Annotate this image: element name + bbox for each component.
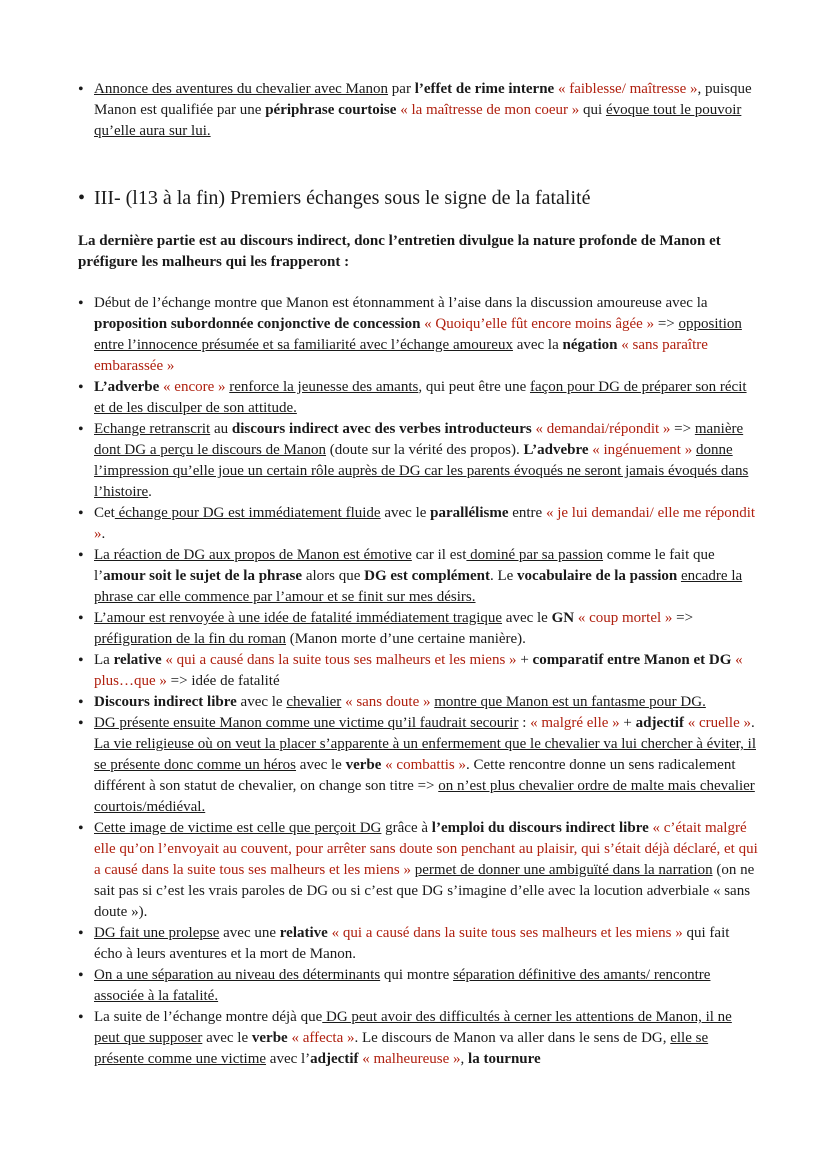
bullet-item: [78, 608, 758, 650]
bold-term: proposition subordonnée conjonctive de concession: [94, 316, 421, 332]
underlined-text: dominé par sa passion: [466, 547, 604, 563]
underlined-text: L’amour est renvoyée à une idée de fatalité immédiatement tragique: [94, 610, 503, 626]
underlined-text: DG présente ensuite Manon comme une victime qu’il faudrait secourir: [94, 715, 519, 731]
text-segment: =>: [654, 316, 679, 332]
bold-term: comparatif entre Manon et DG: [532, 652, 732, 668]
text-segment: . Le: [489, 568, 518, 584]
text-segment: (doute sur la vérité des propos).: [326, 442, 524, 458]
underlined-text: elle se présente comme une victime: [94, 1030, 709, 1067]
quotation: « malheureuse »: [358, 1051, 461, 1067]
bullet-item: [78, 503, 758, 545]
bold-term: L’advebre: [523, 442, 589, 458]
text-segment: avec le: [380, 505, 431, 521]
quotation: « Quoiqu’elle fût encore moins âgée »: [420, 316, 655, 332]
text-segment: avec le: [296, 757, 346, 773]
bold-term: adjectif: [635, 715, 684, 731]
section-intro: La dernière partie est au discours indirect, donc l’entretien divulgue la nature profonde de Manon et préfigure les malheurs qui les frapperont :: [78, 233, 721, 270]
bold-term: verbe: [251, 1030, 288, 1046]
text-segment: , puisque Manon est qualifiée par une: [94, 81, 752, 118]
bullet-item: [78, 419, 758, 503]
underlined-text: échange pour DG est immédiatement fluide: [114, 505, 381, 521]
quotation: « sans paraître embarassée »: [94, 337, 708, 374]
bold-term: Discours indirect libre: [94, 694, 237, 710]
analysis-bullet-list: [78, 293, 758, 1070]
text-segment: , qui peut être une: [418, 379, 530, 395]
text-segment: avec le: [236, 694, 287, 710]
quotation: « c’était malgré elle qu’on l’envoyait au couvent, pour arrêter sans doute son penchant au plaisir, qui s’était déjà déclaré, et qui a causé dans la suite tous ses malheurs et les miens »: [94, 820, 758, 878]
quotation: « encore »: [159, 379, 226, 395]
bold-term: parallélisme: [430, 505, 509, 521]
quotation: « coup mortel »: [574, 610, 673, 626]
quotation: « qui a causé dans la suite tous ses malheurs et les miens »: [327, 925, 683, 941]
text-segment: .: [148, 484, 152, 500]
bullet-item: [78, 293, 758, 377]
text-segment: avec l’: [266, 1051, 311, 1067]
text-segment: :: [518, 715, 531, 731]
underlined-text: évoque tout le pouvoir qu’elle aura sur lui.: [94, 102, 742, 139]
underlined-text: chevalier: [286, 694, 342, 710]
bullet-item: [78, 1007, 758, 1070]
bold-term: la tournure: [468, 1051, 541, 1067]
bold-term: adjectif: [310, 1051, 359, 1067]
underlined-text: montre que Manon est un fantasme pour DG.: [434, 694, 706, 710]
bullet-item: [78, 79, 758, 142]
underlined-text: séparation définitive des amants/ rencontre associée à la fatalité.: [94, 967, 711, 1004]
text-segment: grâce à: [381, 820, 432, 836]
text-segment: entre: [508, 505, 546, 521]
text-segment: La suite de l’échange montre déjà que: [94, 1009, 323, 1025]
text-segment: avec la: [512, 337, 563, 353]
text-segment: .: [751, 715, 755, 731]
quotation: « qui a causé dans la suite tous ses malheurs et les miens »: [161, 652, 517, 668]
bold-term: l’effet de rime interne: [414, 81, 555, 97]
bold-term: discours indirect avec des verbes introducteurs: [231, 421, 532, 437]
text-segment: Début de l’échange montre que Manon est étonnamment à l’aise dans la discussion amoureuse avec la: [94, 295, 708, 311]
underlined-text: encadre la phrase car elle commence par l’amour et se finit sur mes désirs.: [94, 568, 743, 605]
bold-term: relative: [113, 652, 162, 668]
underlined-text: renforce la jeunesse des amants: [229, 379, 419, 395]
text-segment: (Manon morte d’une certaine manière).: [286, 631, 526, 647]
text-segment: La: [94, 652, 114, 668]
bullet-item: [78, 713, 758, 818]
underlined-text: DG fait une prolepse: [94, 925, 220, 941]
bold-term: L’adverbe: [94, 379, 160, 395]
bullet-item: [78, 545, 758, 608]
underlined-text: Echange retranscrit: [94, 421, 211, 437]
bullet-item: [78, 818, 758, 923]
text-segment: avec une: [219, 925, 280, 941]
underlined-text: on n’est plus chevalier ordre de malte mais chevalier courtois/médiéval.: [94, 778, 755, 815]
quotation: « ingénuement »: [588, 442, 693, 458]
text-segment: =>: [670, 421, 695, 437]
quotation: « demandai/répondit »: [531, 421, 671, 437]
text-segment: qui fait écho à leurs aventures et la mort de Manon.: [94, 925, 730, 962]
quotation: « combattis »: [381, 757, 466, 773]
quotation: « la maîtresse de mon coeur »: [396, 102, 580, 118]
bold-term: périphrase courtoise: [265, 102, 397, 118]
text-segment: .: [101, 526, 106, 542]
bullet-item: [78, 377, 758, 419]
quotation: « je lui demandai/ elle me répondit »: [94, 505, 756, 542]
underlined-text: La vie religieuse où on veut la placer s’apparente à un enfermement que le chevalier va lui chercher à éviter, il se présente donc comme un héros: [94, 736, 756, 773]
top-bullet-list: [78, 79, 758, 142]
text-segment: au: [210, 421, 232, 437]
underlined-text: permet de donner une ambiguïté dans la narration: [414, 862, 713, 878]
underlined-text: Annonce des aventures du chevalier avec Manon: [94, 81, 389, 97]
bold-term: l’emploi du discours indirect libre: [431, 820, 649, 836]
bold-term: verbe: [345, 757, 382, 773]
underlined-text: Cette image de victime est celle que perçoit DG: [94, 820, 382, 836]
bold-term: négation: [562, 337, 618, 353]
section-heading: • III- (l13 à la fin) Premiers échanges sous le signe de la fatalité: [78, 184, 774, 212]
bold-term: amour soit le sujet de la phrase: [103, 568, 303, 584]
text-segment: +: [619, 715, 636, 731]
text-segment: . Cette rencontre donne un sens radicalement différent à son statut de chevalier, on change son titre =>: [94, 757, 736, 794]
quotation: « affecta »: [287, 1030, 355, 1046]
text-segment: =>: [672, 610, 694, 626]
bullet-item: [78, 692, 758, 713]
bold-term: vocabulaire de la passion: [517, 568, 678, 584]
text-segment: qui: [579, 102, 606, 118]
underlined-text: DG peut avoir des difficultés à cerner les attentions de Manon, il ne peut que supposer: [94, 1009, 732, 1046]
bullet-item: [78, 650, 758, 692]
text-segment: Cet: [94, 505, 115, 521]
bold-term: relative: [279, 925, 328, 941]
text-segment: => idée de fatalité: [166, 673, 280, 689]
text-segment: avec le: [202, 1030, 252, 1046]
underlined-text: manière dont DG a perçu le discours de Manon: [94, 421, 744, 458]
underlined-text: On a une séparation au niveau des déterminants: [94, 967, 381, 983]
quotation: « plus…que »: [94, 652, 743, 689]
text-segment: +: [516, 652, 533, 668]
text-segment: comme le fait que l’: [94, 547, 715, 584]
underlined-text: façon pour DG de préparer son récit et de les disculper de son attitude.: [94, 379, 747, 416]
underlined-text: donne l’impression qu’elle joue un certain rôle auprès de DG car les parents évoqués ne seront jamais évoqués dans l’histoire: [94, 442, 749, 500]
text-segment: qui montre: [380, 967, 454, 983]
bullet-item: [78, 965, 758, 1007]
bullet-item: [78, 923, 758, 965]
underlined-text: La réaction de DG aux propos de Manon est émotive: [94, 547, 412, 563]
quotation: « malgré elle »: [530, 715, 620, 731]
quotation: « faiblesse/ maîtresse »: [554, 81, 698, 97]
text-segment: . Le discours de Manon va aller dans le sens de DG,: [354, 1030, 671, 1046]
text-segment: par: [388, 81, 415, 97]
text-segment: alors que: [302, 568, 365, 584]
underlined-text: préfiguration de la fin du roman: [94, 631, 287, 647]
text-segment: ,: [460, 1051, 469, 1067]
text-segment: car il est: [411, 547, 467, 563]
underlined-text: opposition entre l’innocence présumée et sa familiarité avec l’échange amoureux: [94, 316, 742, 353]
quotation: « cruelle »: [683, 715, 752, 731]
text-segment: (on ne sait pas si c’est les vrais paroles de DG ou si c’est que DG s’imagine d’elle avec la locution adverbiale « sans doute »).: [94, 862, 755, 920]
text-segment: avec le: [502, 610, 552, 626]
quotation: « sans doute »: [341, 694, 431, 710]
bold-term: DG est complément: [364, 568, 490, 584]
bold-term: GN: [551, 610, 575, 626]
